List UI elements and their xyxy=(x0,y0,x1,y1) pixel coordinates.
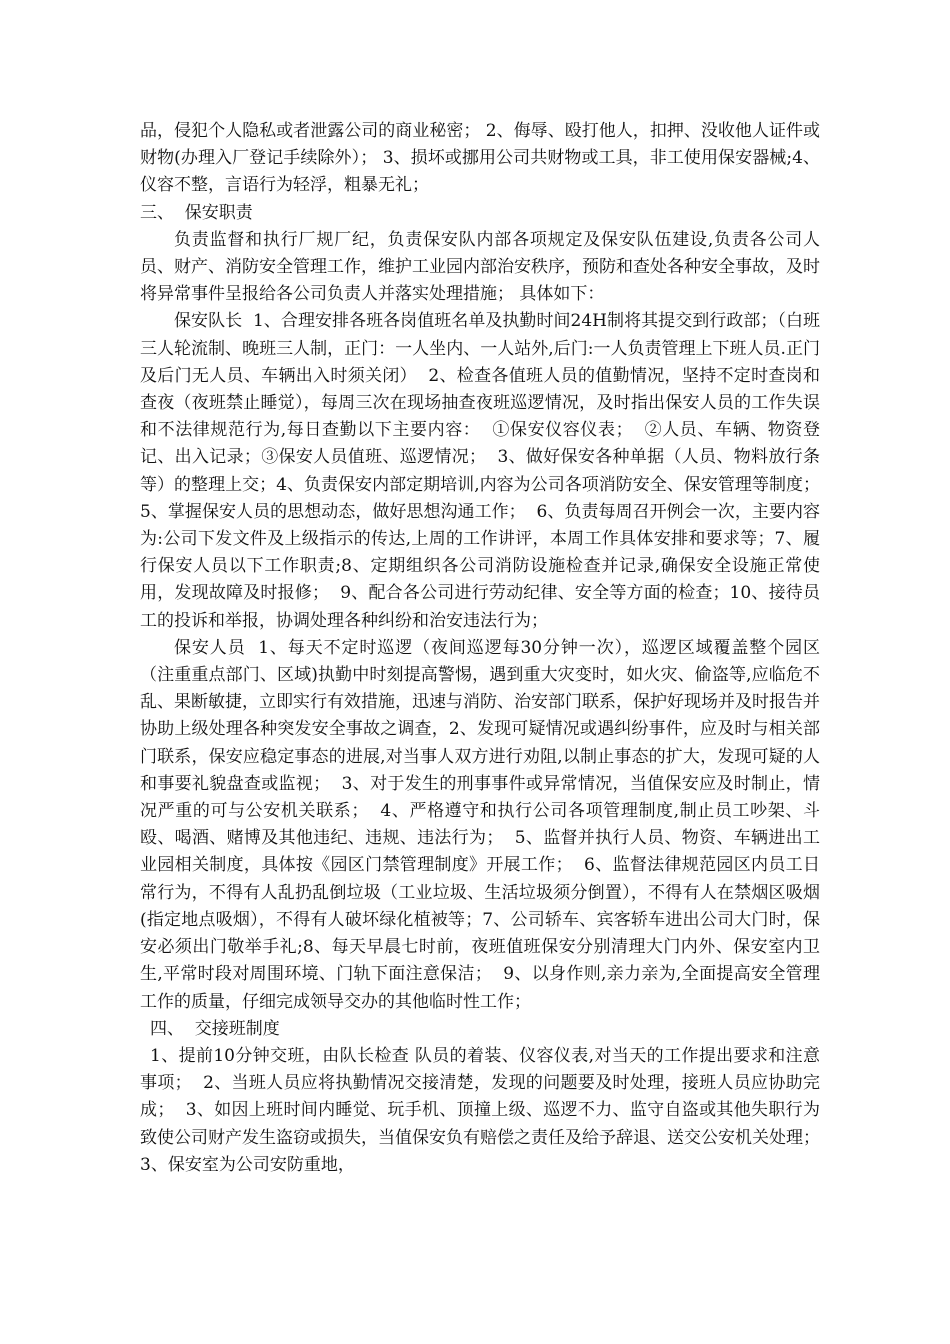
section-heading-shift-handover: 四、 交接班制度 xyxy=(150,1018,280,1039)
paragraph-handover-rules: 1、提前10分钟交班，由队长检查 队员的着装、仪容仪表,对当天的工作提出要求和注意事项； 2、当班人员应将执勤情况交接清楚，发现的问题要及时处理，接班人员应协助完成； 3、如因上班时间内睡觉、玩手机、顶撞上级、巡逻不力、监守自盗或其他失职行为致使公司财产发生盗窃或损失，当值保安负有赔偿之责任及给予辞退、送交公安机关处理； 3、保安室为公司安防重地， xyxy=(140,1045,831,1175)
paragraph-duties-overview: 负责监督和执行厂规厂纪，负责保安队内部各项规定及保安队伍建设,负责各公司人员、财产、消防安全管理工作，维护工业园内部治安秩序，预防和查处各种安全事故，及时将异常事件呈报给各公司负责人并落实处理措施； 具体如下： xyxy=(140,229,820,305)
paragraph-guard-duties: 保安人员 1、每天不定时巡逻（夜间巡逻每30分钟一次），巡逻区域覆盖整个园区（注重重点部门、区域)执勤中时刻提高警惕，遇到重大灾变时，如火灾、偷盗等,应临危不乱、果断敏捷，立即实行有效措施，迅速与消防、治安部门联系，保护好现场并及时报告并协助上级处理各种突发安全事故之调查，2、发现可疑情况或遇纠纷事件，应及时与相关部门联系，保安应稳定事态的进展,对当事人双方进行劝阻,以制止事态的扩大，发现可疑的人和事要礼貌盘查或监视； 3、对于发生的刑事事件或异常情况，当值保安应及时制止，情况严重的可与公安机关联系； 4、严格遵守和执行公司各项管理制度,制止员工吵架、斗殴、喝酒、赌博及其他违纪、违规、违法行为； 5、监督并执行人员、物资、车辆进出工业园相关制度，具体按《园区门禁管理制度》开展工作； 6、监督法律规范园区内员工日常行为，不得有人乱扔乱倒垃圾（工业垃圾、生活垃圾须分倒置），不得有人在禁烟区吸烟(指定地点吸烟），不得有人破坏绿化植被等；7、公司轿车、宾客轿车进出公司大门时，保安必须出门敬举手礼;8、每天早晨七时前，夜班值班保安分别清理大门内外、保安室内卫生,平常时段对周围环境、门轨下面注意保洁； 9、以身作则,亲力亲为,全面提高安全管理工作的质量，仔细完成领导交办的其他临时性工作； xyxy=(140,637,820,1012)
section-heading-security-duties: 三、 保安职责 xyxy=(140,202,253,223)
document-page xyxy=(140,118,831,1179)
paragraph-captain-duties: 保安队长 1、合理安排各班各岗值班名单及执勤时间24H制将其提交到行政部；（白班三人轮流制、晚班三人制，正门：一人坐内、一人站外,后门:一人负责管理上下班人员.正门及后门无人员、车辆出入时须关闭） 2、检查各值班人员的值勤情况，坚持不定时查岗和查夜（夜班禁止睡觉），每周三次在现场抽查夜班巡逻情况，及时指出保安人员的工作失误和不法律规范行为,每日查勤以下主要内容： ①保安仪容仪表； ②人员、车辆、物资登记、出入记录；③保安人员值班、巡逻情况； 3、做好保安各种单据（人员、物料放行条等）的整理上交；4、负责保安内部定期培训,内容为公司各项消防安全、保安管理等制度；5、掌握保安人员的思想动态，做好思想沟通工作； 6、负责每周召开例会一次，主要内容为:公司下发文件及上级指示的传达,上周的工作讲评，本周工作具体安排和要求等；7、履行保安人员以下工作职责;8、定期组织各公司消防设施检查并记录,确保安全设施正常使用，发现故障及时报修； 9、配合各公司进行劳动纪律、安全等方面的检查；10、接待员工的投诉和举报，协调处理各种纠纷和治安违法行为； xyxy=(140,311,820,631)
paragraph-prohibitions-continued: 品，侵犯个人隐私或者泄露公司的商业秘密； 2、侮辱、殴打他人，扣押、没收他人证件或财物(办理入厂登记手续除外）； 3、损坏或挪用公司共财物或工具，非工使用保安器械;4、仪容不整，言语行为轻浮，粗暴无礼； xyxy=(140,121,820,196)
